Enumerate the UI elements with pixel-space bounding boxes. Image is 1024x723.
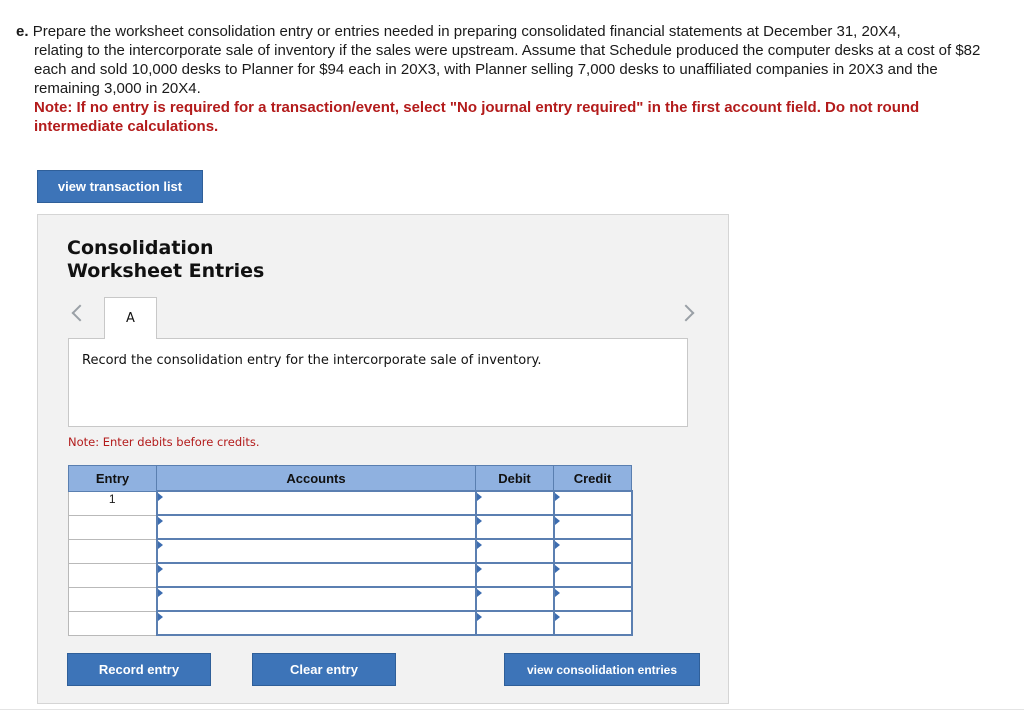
debit-input[interactable] — [476, 611, 554, 635]
dropdown-marker-icon — [158, 517, 163, 525]
chevron-right-icon[interactable] — [678, 305, 695, 322]
bottom-divider — [0, 709, 1024, 710]
debits-note: Note: Enter debits before credits. — [68, 435, 260, 449]
dropdown-marker-icon — [158, 565, 163, 573]
question-note: Note: If no entry is required for a transaction/event, select "No journal entry required" in the first account field. Do not round intermediate calculations. — [34, 99, 920, 135]
panel-title — [67, 237, 264, 283]
debit-input[interactable] — [476, 587, 554, 611]
debit-input[interactable] — [476, 563, 554, 587]
header-accounts: Accounts — [157, 466, 476, 492]
header-credit: Credit — [554, 466, 632, 492]
input-marker-icon — [477, 613, 482, 621]
input-marker-icon — [477, 541, 482, 549]
view-transaction-list-button[interactable]: view transaction list — [37, 170, 203, 203]
debit-input[interactable] — [476, 515, 554, 539]
input-marker-icon — [477, 589, 482, 597]
credit-input[interactable] — [554, 515, 632, 539]
input-marker-icon — [477, 517, 482, 525]
question-lead: e. — [16, 23, 29, 40]
table-header-row — [69, 466, 632, 492]
dropdown-marker-icon — [158, 541, 163, 549]
instruction-text: Record the consolidation entry for the intercorporate sale of inventory. — [82, 353, 542, 368]
table-row — [69, 587, 632, 611]
worksheet-panel — [37, 214, 729, 704]
table-row — [69, 539, 632, 563]
header-entry: Entry — [69, 466, 157, 492]
question-text — [16, 22, 1001, 136]
input-marker-icon — [555, 613, 560, 621]
entry-cell — [69, 515, 157, 539]
journal-table — [68, 465, 633, 636]
tab-a[interactable]: A — [104, 297, 157, 339]
input-marker-icon — [555, 565, 560, 573]
question-body: relating to the intercorporate sale of inventory if the sales were upstream. Assume that Schedule produced the computer desks at a cost of $82 each and sold 10,000 desks to Planner for $94 each in 20X3, with Planner selling 7,000 desks to unaffiliated companies in 20X3 and the remaining 3,000 in 20X4. — [34, 42, 981, 97]
account-select[interactable] — [157, 587, 476, 611]
table-row — [69, 563, 632, 587]
instruction-box — [68, 338, 688, 427]
clear-entry-button[interactable]: Clear entry — [252, 653, 396, 686]
header-debit: Debit — [476, 466, 554, 492]
account-select[interactable] — [157, 515, 476, 539]
entry-cell — [69, 539, 157, 563]
table-row — [69, 515, 632, 539]
credit-input[interactable] — [554, 587, 632, 611]
input-marker-icon — [555, 517, 560, 525]
account-select[interactable] — [157, 611, 476, 635]
entry-cell — [69, 587, 157, 611]
account-select[interactable] — [157, 539, 476, 563]
entry-cell — [69, 611, 157, 635]
question-line1: Prepare the worksheet consolidation entry or entries needed in preparing consolidated financial statements at December 31, 20X4, — [32, 23, 901, 40]
credit-input[interactable] — [554, 539, 632, 563]
table-row — [69, 611, 632, 635]
credit-input[interactable] — [554, 611, 632, 635]
input-marker-icon — [477, 493, 482, 501]
chevron-left-icon[interactable] — [72, 305, 89, 322]
credit-input[interactable] — [554, 563, 632, 587]
input-marker-icon — [477, 565, 482, 573]
entry-cell — [69, 563, 157, 587]
credit-input[interactable] — [554, 491, 632, 515]
record-entry-button[interactable]: Record entry — [67, 653, 211, 686]
dropdown-marker-icon — [158, 589, 163, 597]
account-select[interactable] — [157, 491, 476, 515]
account-select[interactable] — [157, 563, 476, 587]
debit-input[interactable] — [476, 539, 554, 563]
input-marker-icon — [555, 589, 560, 597]
table-row — [69, 491, 632, 515]
dropdown-marker-icon — [158, 613, 163, 621]
view-consolidation-entries-button[interactable]: view consolidation entries — [504, 653, 700, 686]
panel-title-line1: Consolidation — [67, 237, 214, 259]
panel-title-line2: Worksheet Entries — [67, 260, 265, 282]
input-marker-icon — [555, 493, 560, 501]
debit-input[interactable] — [476, 491, 554, 515]
input-marker-icon — [555, 541, 560, 549]
dropdown-marker-icon — [158, 493, 163, 501]
entry-cell: 1 — [69, 491, 157, 515]
